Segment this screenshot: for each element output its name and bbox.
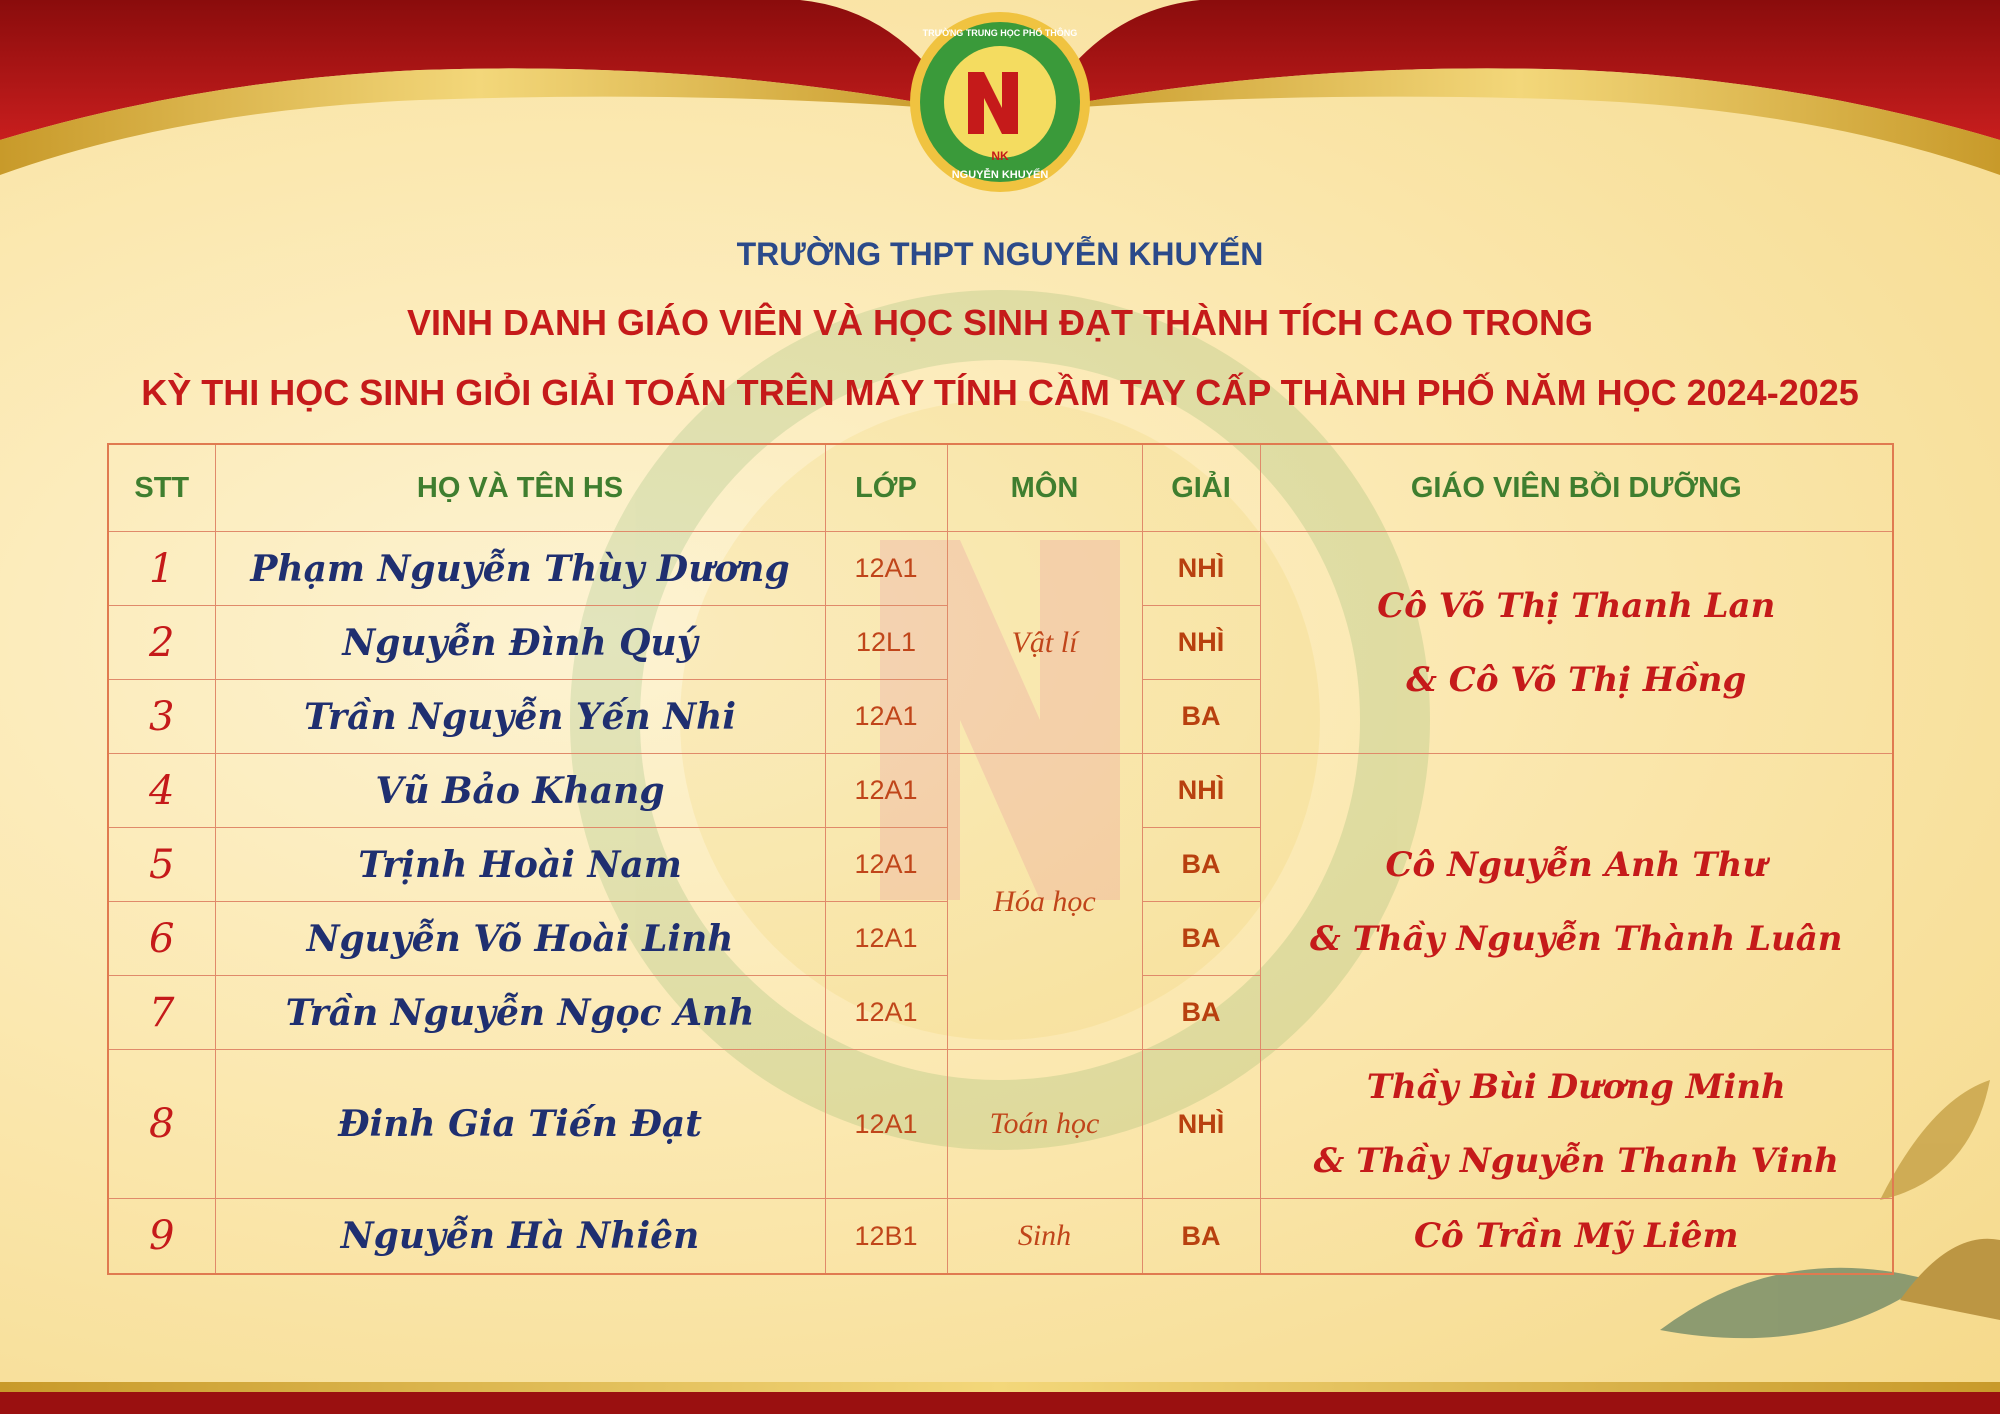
header-subject: MÔN bbox=[947, 444, 1142, 532]
subject-cell: Toán học bbox=[947, 1050, 1142, 1199]
bottom-gold-band bbox=[0, 1382, 2000, 1392]
header-teacher: GIÁO VIÊN BỒI DƯỠNG bbox=[1260, 444, 1893, 532]
table-row bbox=[108, 754, 1893, 828]
row-stt: 4 bbox=[108, 754, 215, 828]
student-class: 12A1 bbox=[825, 976, 947, 1050]
student-name: Nguyễn Hà Nhiên bbox=[215, 1199, 825, 1275]
teacher-cell bbox=[1260, 754, 1893, 1050]
student-name: Trần Nguyễn Yến Nhi bbox=[215, 680, 825, 754]
title-line-2: KỲ THI HỌC SINH GIỎI GIẢI TOÁN TRÊN MÁY TÍNH CẦM TAY CẤP THÀNH PHỐ NĂM HỌC 2024-2025 bbox=[141, 372, 1859, 413]
teacher-line: & Thầy Nguyễn Thanh Vinh bbox=[1313, 1141, 1839, 1181]
student-class: 12A1 bbox=[825, 902, 947, 976]
teacher-line: & Thầy Nguyễn Thành Luân bbox=[1310, 918, 1843, 959]
teacher-line: Cô Trần Mỹ Liêm bbox=[1413, 1216, 1739, 1256]
bottom-red-band bbox=[0, 1392, 2000, 1414]
logo-initials: NK bbox=[991, 149, 1009, 163]
teacher-cell bbox=[1260, 1199, 1893, 1275]
title-line-1: VINH DANH GIÁO VIÊN VÀ HỌC SINH ĐẠT THÀNH TÍCH CAO TRONG bbox=[406, 302, 1593, 343]
prize-cell: NHÌ bbox=[1142, 1050, 1260, 1199]
table-row bbox=[108, 1050, 1893, 1199]
student-name: Vũ Bảo Khang bbox=[215, 754, 825, 828]
student-name: Nguyễn Võ Hoài Linh bbox=[215, 902, 825, 976]
table-row bbox=[108, 532, 1893, 606]
table-row bbox=[108, 1199, 1893, 1275]
student-name: Đinh Gia Tiến Đạt bbox=[215, 1050, 825, 1199]
prize-cell: BA bbox=[1142, 1199, 1260, 1275]
row-stt: 7 bbox=[108, 976, 215, 1050]
student-name: Phạm Nguyễn Thùy Dương bbox=[215, 532, 825, 606]
row-stt: 5 bbox=[108, 828, 215, 902]
student-class: 12B1 bbox=[825, 1199, 947, 1275]
honor-table bbox=[107, 443, 1894, 1275]
row-stt: 2 bbox=[108, 606, 215, 680]
student-class: 12A1 bbox=[825, 828, 947, 902]
teacher-cell bbox=[1260, 532, 1893, 754]
prize-cell: BA bbox=[1142, 680, 1260, 754]
student-class: 12A1 bbox=[825, 680, 947, 754]
row-stt: 1 bbox=[108, 532, 215, 606]
student-name: Trần Nguyễn Ngọc Anh bbox=[215, 976, 825, 1050]
teacher-line: Cô Võ Thị Thanh Lan bbox=[1377, 585, 1776, 626]
subject-cell: Vật lí bbox=[947, 532, 1142, 754]
header-student-name: HỌ VÀ TÊN HS bbox=[215, 444, 825, 532]
header-class: LỚP bbox=[825, 444, 947, 532]
student-name: Trịnh Hoài Nam bbox=[215, 828, 825, 902]
teacher-line: Cô Nguyễn Anh Thư bbox=[1385, 844, 1767, 885]
prize-cell: BA bbox=[1142, 902, 1260, 976]
subject-cell: Sinh bbox=[947, 1199, 1142, 1275]
school-logo bbox=[910, 0, 1090, 205]
teacher-line: & Cô Võ Thị Hồng bbox=[1406, 659, 1747, 700]
row-stt: 8 bbox=[108, 1050, 215, 1199]
row-stt: 9 bbox=[108, 1199, 215, 1275]
table-header-row bbox=[108, 444, 1893, 532]
subject-cell: Hóa học bbox=[947, 754, 1142, 1050]
school-name: TRƯỜNG THPT NGUYỄN KHUYẾN bbox=[736, 236, 1264, 272]
student-class: 12A1 bbox=[825, 532, 947, 606]
prize-cell: NHÌ bbox=[1142, 606, 1260, 680]
teacher-cell bbox=[1260, 1050, 1893, 1199]
prize-cell: NHÌ bbox=[1142, 754, 1260, 828]
prize-cell: BA bbox=[1142, 828, 1260, 902]
header-prize: GIẢI bbox=[1142, 444, 1260, 532]
teacher-line: Thầy Bùi Dương Minh bbox=[1366, 1067, 1786, 1107]
header-stt: STT bbox=[108, 444, 215, 532]
student-class: 12A1 bbox=[825, 754, 947, 828]
prize-cell: BA bbox=[1142, 976, 1260, 1050]
row-stt: 3 bbox=[108, 680, 215, 754]
prize-cell: NHÌ bbox=[1142, 532, 1260, 606]
student-class: 12L1 bbox=[825, 606, 947, 680]
student-class: 12A1 bbox=[825, 1050, 947, 1199]
row-stt: 6 bbox=[108, 902, 215, 976]
logo-bottom-text: NGUYỄN KHUYẾN bbox=[951, 169, 1049, 181]
student-name: Nguyễn Đình Quý bbox=[215, 606, 825, 680]
logo-top-text: TRƯỜNG TRUNG HỌC PHỔ THÔNG bbox=[922, 28, 1078, 38]
